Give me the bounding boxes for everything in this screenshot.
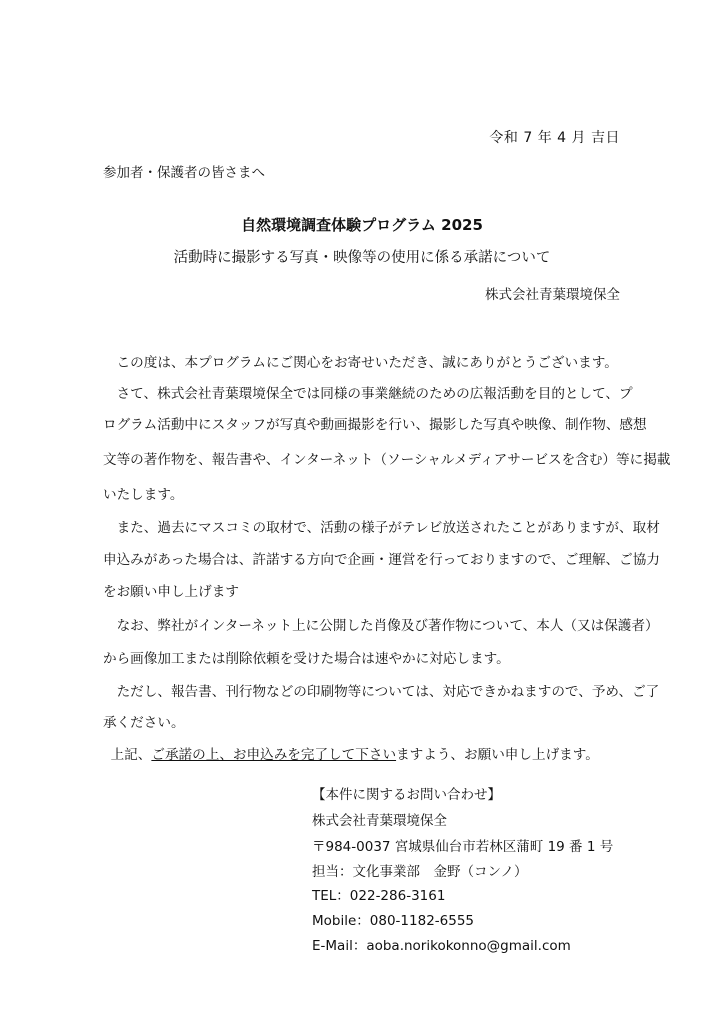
contact-person: 担当：文化事業部 金野（コンノ） [312,864,528,880]
body-line: この度は、本プログラムにご関心をお寄せいただき、誠にありがとうございます。 [103,355,618,371]
closing-text-post: ますよう、お願い申し上げます。 [396,747,599,763]
contact-company: 株式会社青葉環境保全 [312,813,447,829]
body-line: ログラム活動中にスタッフが写真や動画撮影を行い、撮影した写真や映像、制作物、感想 [103,417,647,433]
closing-underlined-text: ご承諾の上、お申込みを完了して下さい [151,747,397,763]
document-date: 令和 7 年 4 月 吉日 [489,130,620,146]
body-line: なお、弊社がインターネット上に公開した肖像及び著作物について、本人（又は保護者） [103,618,659,634]
body-line: 承ください。 [103,715,185,731]
body-line: また、過去にマスコミの取材で、活動の様子がテレビ放送されたことがありますが、取材 [103,520,660,536]
contact-heading: 【本件に関するお問い合わせ】 [312,787,501,803]
contact-address: 〒984-0037 宮城県仙台市若林区蒲町 19 番 1 号 [312,839,614,855]
contact-tel: TEL：022-286-3161 [312,888,446,904]
body-line: をお願い申し上げます [103,584,239,600]
body-line: 文等の著作物を、報告書や、インターネット（ソーシャルメディアサービスを含む）等に掲載 [103,452,671,468]
sender-company: 株式会社青葉環境保全 [485,287,620,303]
contact-mobile: Mobile：080-1182-6555 [312,913,475,929]
document-title: 自然環境調査体験プログラム 2025 [241,216,483,234]
body-line: から画像加工または削除依頼を受けた場合は速やかに対応します。 [103,651,510,667]
body-line: さて、株式会社青葉環境保全では同様の事業継続のための広報活動を目的として、プ [103,386,633,402]
closing-text-pre: 上記、 [97,747,152,763]
addressee: 参加者・保護者の皆さまへ [103,165,265,181]
body-line: 申込みがあった場合は、許諾する方向で企画・運営を行っておりますので、ご理解、ご協力 [103,552,660,568]
closing-line [97,743,599,763]
body-line: いたします。 [103,487,184,503]
contact-email[interactable]: E-Mail：aoba.norikokonno@gmail.com [312,938,571,954]
body-line: ただし、報告書、刊行物などの印刷物等については、対応できかねますので、予め、ご了 [103,684,660,700]
document-subtitle: 活動時に撮影する写真・映像等の使用に係る承諾について [173,250,551,266]
